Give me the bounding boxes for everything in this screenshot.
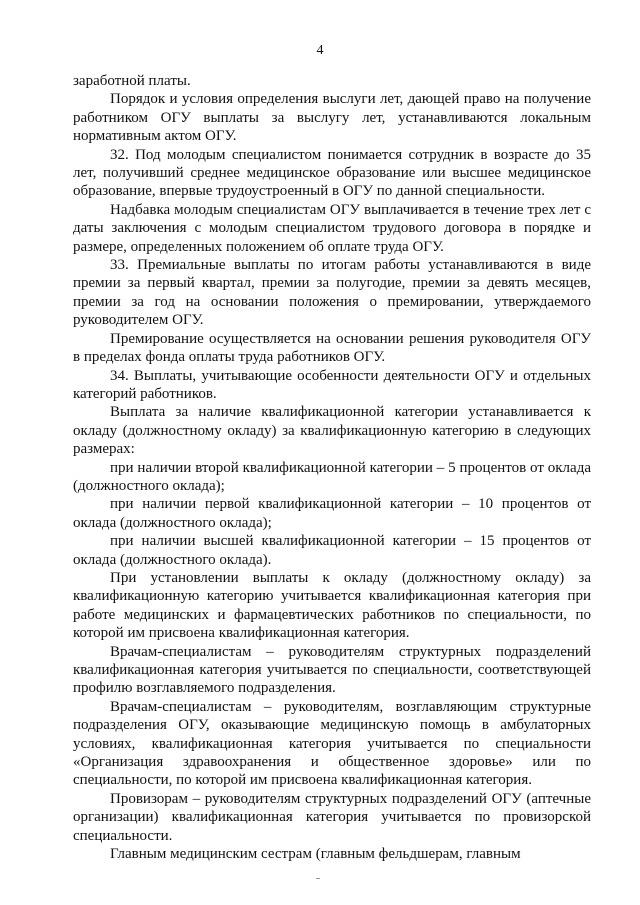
paragraph-highest-category: при наличии высшей квалификационной категории – 15 процентов от оклада (должностного оклада). [73, 533, 591, 568]
paragraph-category-rule: При установлении выплаты к окладу (должностному окладу) за квалификационную категорию учитывается квалификационная категория при работе медицинских и фармацевтических работников по специальности, по которой им присвоена квалификационная категория. [73, 569, 591, 642]
paragraph-premium-basis: Премирование осуществляется на основании решения руководителя ОГУ в пределах фонда оплаты труда работников ОГУ. [73, 330, 591, 366]
paragraph-salary-end: заработной платы. [73, 73, 191, 89]
paragraph-seniority: Порядок и условия определения выслуги лет, дающей право на получение работником ОГУ выплаты за выслугу лет, устанавливаются локальным нормативным актом ОГУ. [73, 91, 591, 145]
paragraph-head-nurses: Главным медицинским сестрам (главным фельдшерам, главным [110, 846, 521, 863]
paragraph-second-category: при наличии второй квалификационной категории – 5 процентов от оклада (должностного оклада); [73, 459, 591, 494]
paragraph-department-heads: Врачам-специалистам – руководителям структурных подразделений квалификационная категория учитывается по специальности, соответствующей профилю возглавляемого подразделения. [73, 643, 591, 697]
paragraph-32-young-specialist: 32. Под молодым специалистом понимается сотрудник в возрасте до 35 лет, получивший среднее медицинское образование или высшее медицинское образование, впервые трудоустроенный в ОГУ по данной специальности. [73, 146, 591, 200]
paragraph-33-premiums: 33. Премиальные выплаты по итогам работы устанавливаются в виде премии за первый квартал, премии за полугодие, премии за девять месяцев, премии за год на основании положения о премировании, утверждаемого руководителем ОГУ. [73, 257, 591, 329]
paragraph-young-specialist-bonus: Надбавка молодым специалистам ОГУ выплачивается в течение трех лет с даты заключения с молодым специалистом трудового договора в порядке и размере, определенных положением об оплате труда ОГУ. [73, 201, 591, 255]
paragraph-pharmacists: Провизорам – руководителям структурных подразделений ОГУ (аптечные организации) квалификационная категория учитывается по провизорской специальности. [73, 790, 591, 844]
paragraph-first-category: при наличии первой квалификационной категории – 10 процентов от оклада (должностного оклада); [73, 496, 591, 531]
paragraph-qualification-payment: Выплата за наличие квалификационной категории устанавливается к окладу (должностному окладу) за квалификационную категорию в следующих размерах: [73, 404, 591, 458]
page-number: 4 [316, 43, 324, 58]
document-body [73, 72, 591, 863]
paragraph-34-special-payments: 34. Выплаты, учитывающие особенности деятельности ОГУ и отдельных категорий работников. [73, 367, 591, 402]
paragraph-outpatient-heads: Врачам-специалистам – руководителям, возглавляющим структурные подразделения ОГУ, оказывающие медицинскую помощь в амбулаторных условиях, квалификационная категория учитывается по специальности «Организация здравоохранения и общественное здоровье» или по специальности, по которой им присвоена квалификационная категория. [73, 698, 591, 789]
scan-mark [316, 878, 320, 879]
